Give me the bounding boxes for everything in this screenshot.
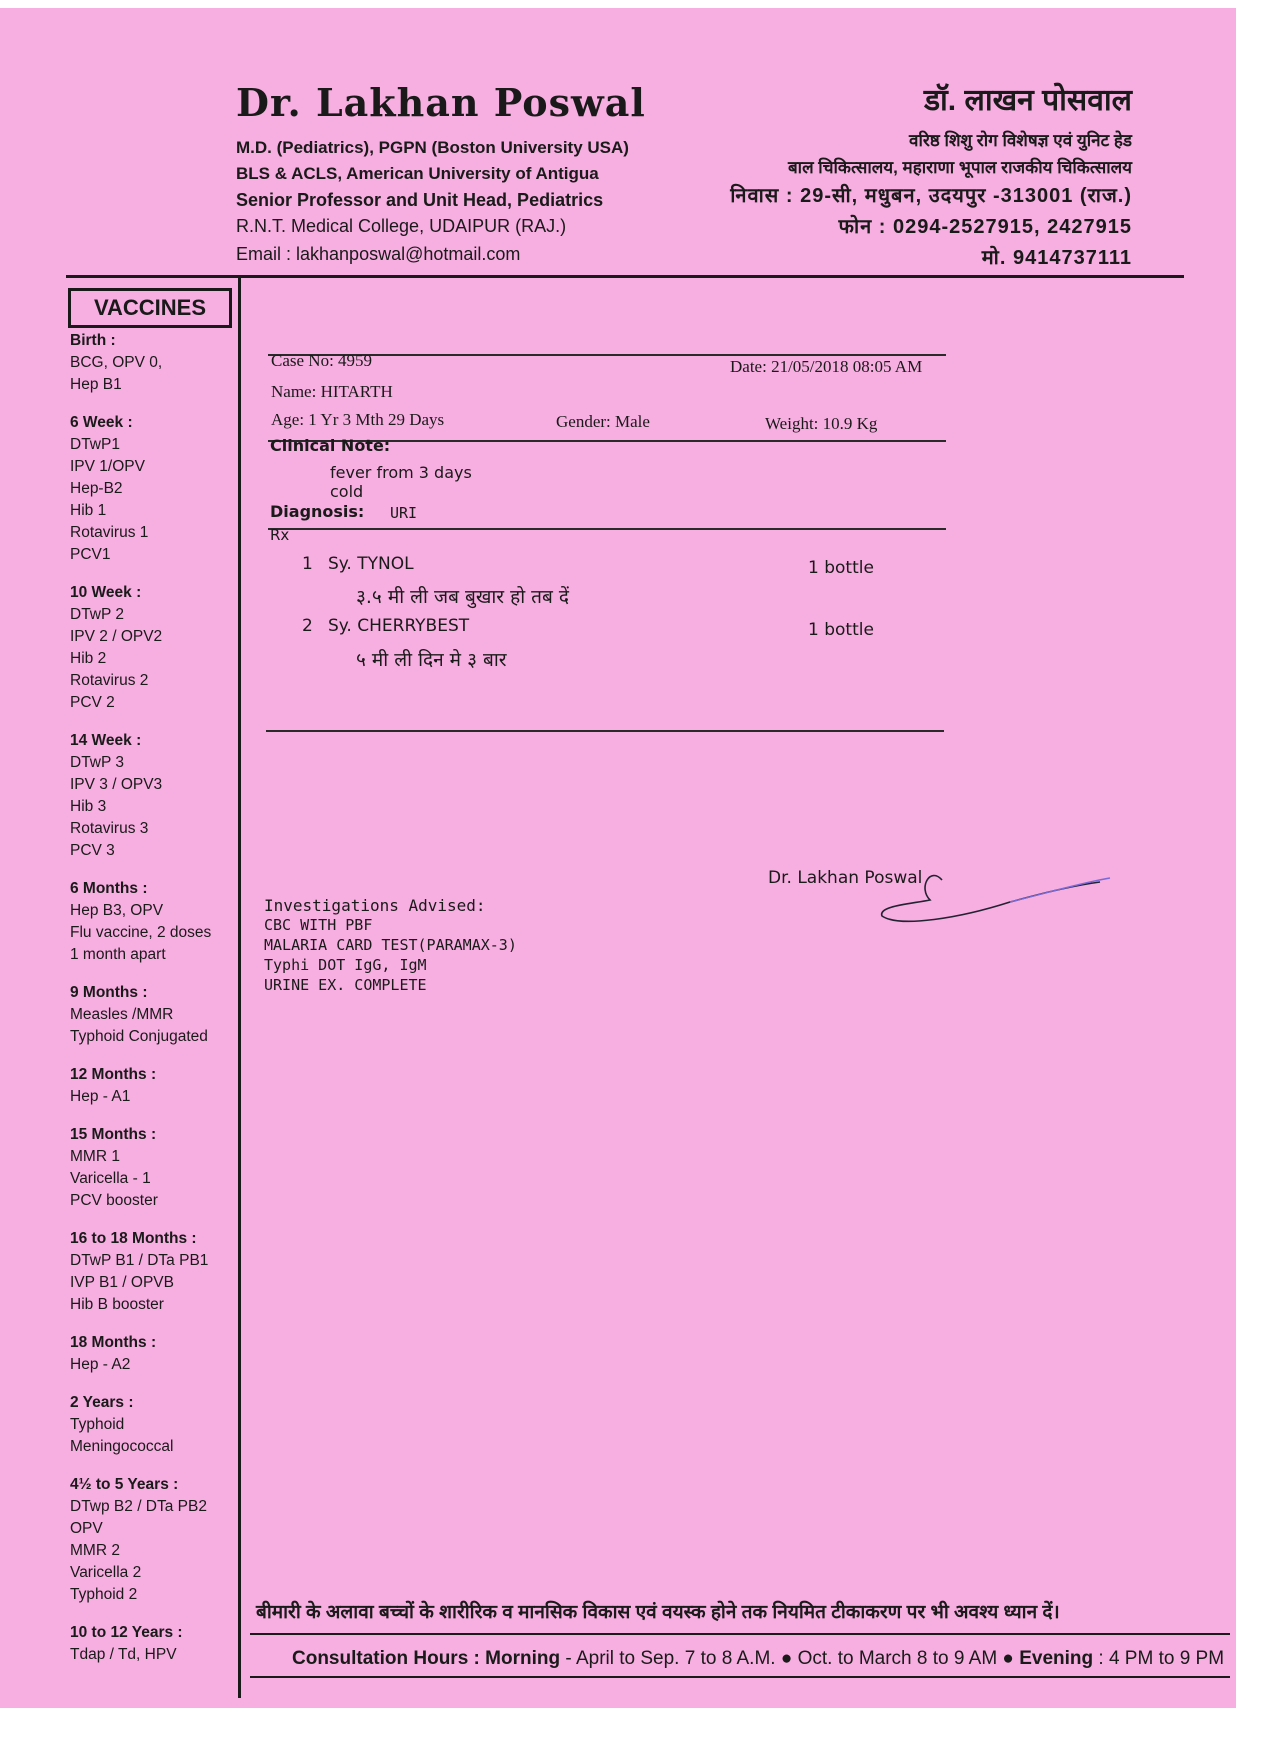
signature-scribble bbox=[870, 868, 1120, 928]
diagnosis-value: URI bbox=[390, 504, 418, 522]
vaccine-group: 9 Months : Measles /MMR Typhoid Conjugated bbox=[70, 984, 208, 1045]
rx-dosage: ३.५ मी ली जब बुखार हो तब दें bbox=[356, 586, 569, 608]
qualification-1: M.D. (Pediatrics), PGPN (Boston University USA) bbox=[236, 138, 629, 157]
vaccine-group: 16 to 18 Months : DTwP B1 / DTa PB1 IVP B1 / OPVB Hib B booster bbox=[70, 1230, 209, 1313]
investigation-item: URINE EX. COMPLETE bbox=[264, 976, 427, 994]
consultation-hours: Consultation Hours : Morning - April to Sep. 7 to 8 A.M. ● Oct. to March 8 to 9 AM ● Evening : 4 PM to 9 PM bbox=[292, 1648, 1225, 1669]
hindi-hospital: बाल चिकित्सालय, महाराणा भूपाल राजकीय चिकित्सालय bbox=[787, 158, 1132, 177]
diagnosis-rule bbox=[268, 528, 946, 530]
vaccine-group: 2 Years : Typhoid Meningococcal bbox=[70, 1394, 174, 1455]
patient-age: Age: 1 Yr 3 Mth 29 Days bbox=[271, 410, 445, 429]
vaccine-group: 15 Months : MMR 1 Varicella - 1 PCV booster bbox=[70, 1126, 158, 1209]
vaccines-title: VACCINES bbox=[68, 288, 232, 328]
investigation-item: CBC WITH PBF bbox=[264, 916, 373, 934]
doctor-name: Dr. Lakhan Poswal bbox=[236, 80, 646, 125]
qualification-2: BLS & ACLS, American University of Antigua bbox=[236, 164, 599, 183]
footer-advice: बीमारी के अलावा बच्चों के शारीरिक व मानसिक विकास एवं वयस्क होने तक नियमित टीकाकरण पर भी अवश्य ध्यान दें। bbox=[256, 1602, 1060, 1623]
vaccine-group: Birth : BCG, OPV 0, Hep B1 bbox=[70, 332, 163, 393]
rx-end-rule bbox=[266, 730, 944, 732]
patient-weight: Weight: 10.9 Kg bbox=[765, 414, 878, 433]
rx-quantity: 1 bottle bbox=[808, 558, 874, 578]
rx-label: Rx bbox=[270, 526, 290, 544]
sidebar-divider bbox=[238, 278, 241, 1698]
patient-gender: Gender: Male bbox=[556, 412, 650, 431]
vaccine-group: 10 Week : DTwP 2 IPV 2 / OPV2 Hib 2 Rotavirus 2 PCV 2 bbox=[70, 584, 163, 711]
hindi-phone: फोन : 0294-2527915, 2427915 bbox=[838, 216, 1132, 238]
vaccine-group: 18 Months : Hep - A2 bbox=[70, 1334, 157, 1373]
vaccine-group: 6 Week : DTwP1 IPV 1/OPV Hep-B2 Hib 1 Rotavirus 1 PCV1 bbox=[70, 414, 149, 563]
vaccine-schedule bbox=[70, 330, 234, 1682]
clinical-note-line: cold bbox=[330, 482, 364, 501]
hindi-address: निवास : 29-सी, मधुबन, उदयपुर -313001 (राज.) bbox=[730, 185, 1132, 207]
vaccine-group: 6 Months : Hep B3, OPV Flu vaccine, 2 doses 1 month apart bbox=[70, 880, 212, 963]
hindi-doctor-name: डॉ. लाखन पोसवाल bbox=[923, 84, 1132, 117]
case-no: Case No: 4959 bbox=[271, 351, 373, 370]
signature-name: Dr. Lakhan Poswal bbox=[768, 868, 923, 888]
vaccine-group: 4½ to 5 Years : DTwp B2 / DTa PB2 OPV MMR 2 Varicella 2 Typhoid 2 bbox=[70, 1476, 207, 1603]
rx-quantity: 1 bottle bbox=[808, 620, 874, 640]
vaccine-group: 10 to 12 Years : Tdap / Td, HPV bbox=[70, 1624, 183, 1663]
rx-drug: Sy. CHERRYBEST bbox=[328, 616, 470, 636]
clinical-note-line: fever from 3 days bbox=[330, 463, 472, 482]
investigations-label: Investigations Advised: bbox=[264, 896, 486, 915]
footer-rule-bottom bbox=[250, 1676, 1230, 1678]
clinical-note-label: Clinical Note: bbox=[270, 436, 391, 455]
rx-item-number: 2 bbox=[302, 616, 313, 636]
footer-rule-top bbox=[250, 1633, 1230, 1635]
hindi-title: वरिष्ठ शिशु रोग विशेषज्ञ एवं युनिट हेड bbox=[909, 131, 1132, 150]
visit-date: Date: 21/05/2018 08:05 AM bbox=[730, 357, 923, 376]
email: Email : lakhanposwal@hotmail.com bbox=[236, 244, 521, 264]
diagnosis-label: Diagnosis: bbox=[270, 502, 365, 521]
vaccine-group: 12 Months : Hep - A1 bbox=[70, 1066, 157, 1105]
hindi-mobile: मो. 9414737111 bbox=[981, 247, 1132, 269]
position: Senior Professor and Unit Head, Pediatrics bbox=[236, 190, 604, 210]
header-divider bbox=[66, 275, 1184, 278]
prescription-sheet bbox=[0, 8, 1236, 1708]
rx-drug: Sy. TYNOL bbox=[328, 554, 414, 574]
patient-name: Name: HITARTH bbox=[271, 382, 393, 401]
rx-dosage: ५ मी ली दिन मे ३ बार bbox=[356, 649, 507, 671]
vaccine-group: 14 Week : DTwP 3 IPV 3 / OPV3 Hib 3 Rotavirus 3 PCV 3 bbox=[70, 732, 163, 859]
investigation-item: Typhi DOT IgG, IgM bbox=[264, 956, 427, 974]
college: R.N.T. Medical College, UDAIPUR (RAJ.) bbox=[236, 216, 567, 236]
hindi-header bbox=[730, 78, 1132, 274]
investigation-item: MALARIA CARD TEST(PARAMAX-3) bbox=[264, 936, 517, 954]
rx-item-number: 1 bbox=[302, 554, 313, 574]
